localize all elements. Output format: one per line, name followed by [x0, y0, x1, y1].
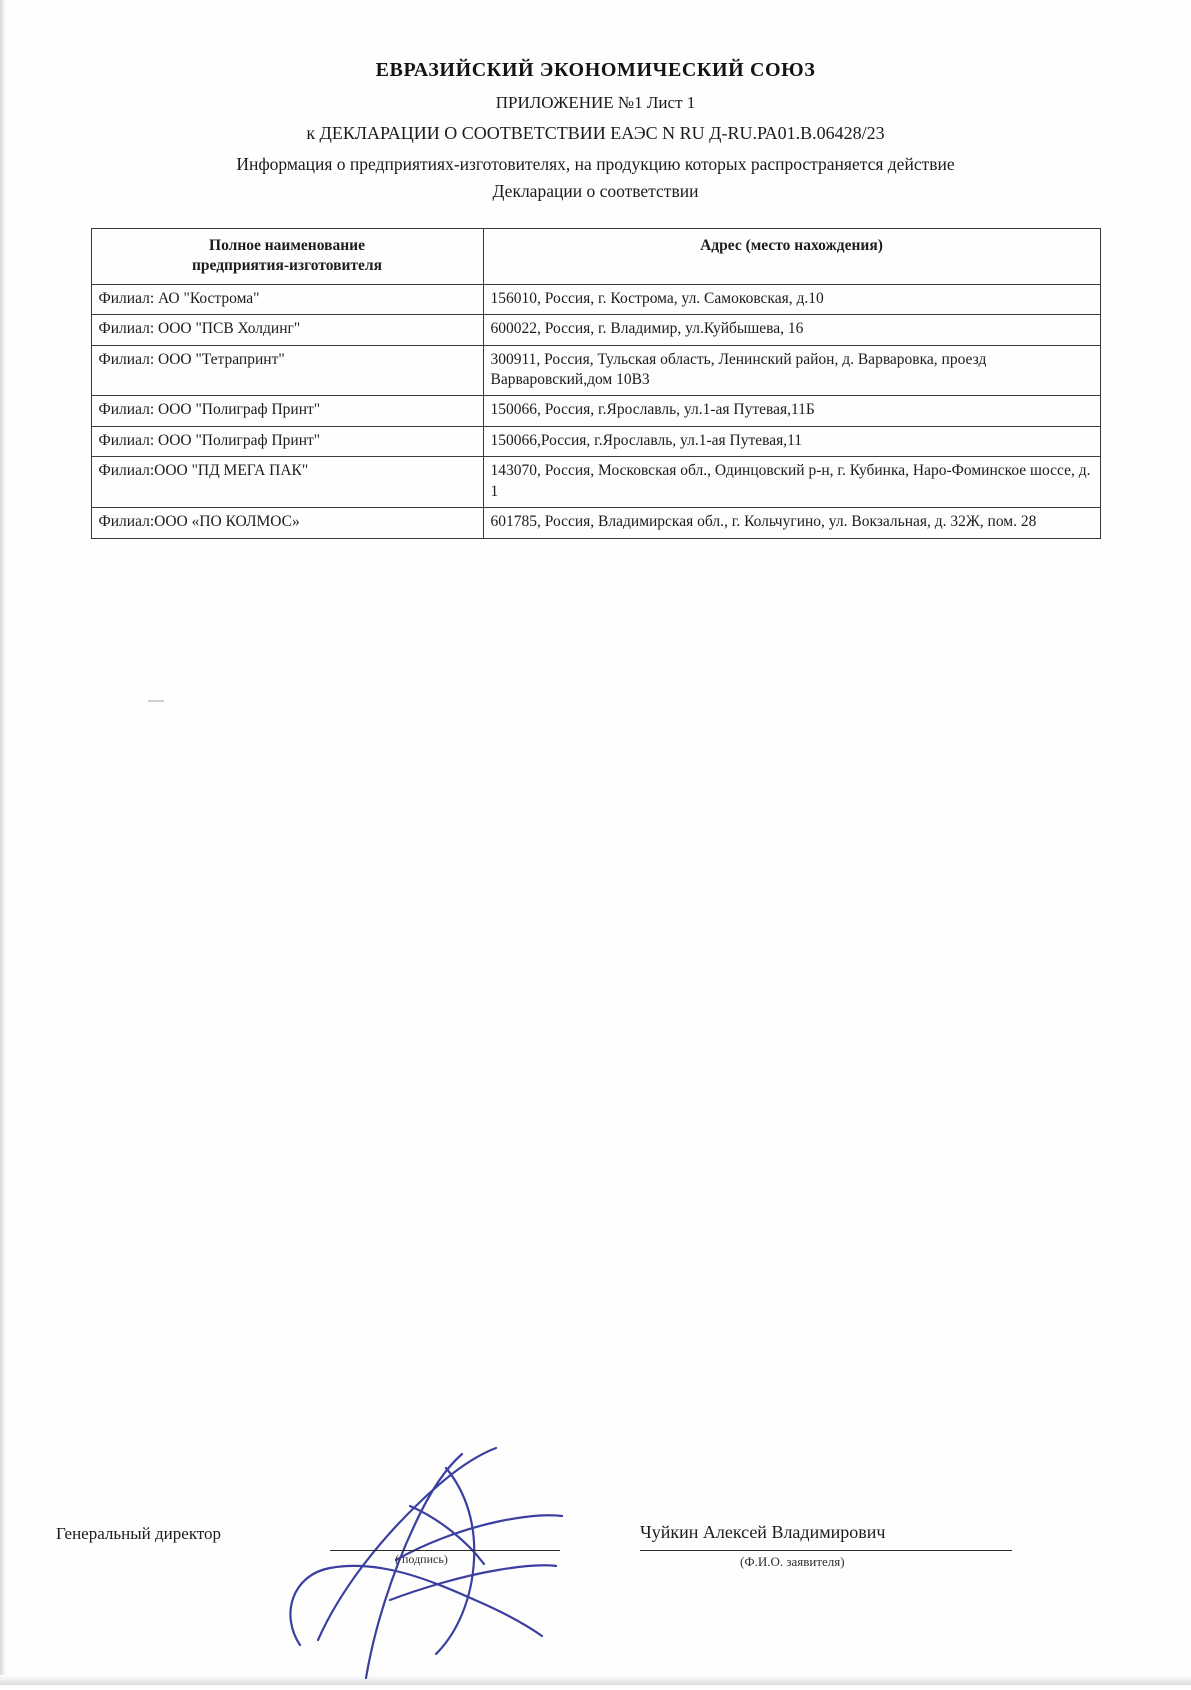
table-row [91, 457, 1100, 508]
table-row [91, 508, 1100, 538]
signatory-position: Генеральный директор [56, 1524, 222, 1543]
signature-line-right [640, 1550, 1012, 1551]
cell-manufacturer-name: Филиал: ООО "Тетрапринт" [91, 345, 483, 396]
table-body [91, 284, 1100, 538]
cell-manufacturer-name: Филиал: АО "Кострома" [91, 284, 483, 314]
cell-manufacturer-address: 601785, Россия, Владимирская обл., г. Кольчугино, ул. Вокзальная, д. 32Ж, пом. 28 [483, 508, 1100, 538]
description-line-2: Декларации о соответствии [492, 180, 699, 201]
column-header-address: Адрес (место нахождения) [483, 228, 1100, 284]
table-row [91, 315, 1100, 345]
table-row [91, 426, 1100, 456]
cell-manufacturer-address: 600022, Россия, г. Владимир, ул.Куйбышева, 16 [483, 315, 1100, 345]
signature-caption: ( подпись) [395, 1552, 448, 1566]
signatory-name: Чуйкин Алексей Владимирович [640, 1522, 886, 1542]
cell-manufacturer-name: Филиал: ООО "Полиграф Принт" [91, 426, 483, 456]
appendix-line: ПРИЛОЖЕНИЕ №1 Лист 1 [495, 93, 696, 113]
document-header [0, 56, 1191, 204]
column-header-name-line1: Полное наименование [209, 236, 365, 254]
table-row [91, 396, 1100, 426]
manufacturers-table [91, 228, 1101, 539]
stray-scan-mark [148, 700, 164, 702]
cell-manufacturer-address: 150066, Россия, г.Ярославль, ул.1-ая Путевая,11Б [483, 396, 1100, 426]
cell-manufacturer-address: 156010, Россия, г. Кострома, ул. Самоковская, д.10 [483, 284, 1100, 314]
cell-manufacturer-address: 143070, Россия, Московская обл., Одинцовский р-н, г. Кубинка, Наро-Фоминское шоссе, д. 1 [483, 457, 1100, 508]
signature-block [0, 1500, 1191, 1640]
signatory-name-caption: (Ф.И.О. заявителя) [740, 1554, 845, 1569]
cell-manufacturer-address: 150066,Россия, г.Ярославль, ул.1-ая Путевая,11 [483, 426, 1100, 456]
signature-line-left [330, 1550, 560, 1551]
cell-manufacturer-name: Филиал: ООО "Полиграф Принт" [91, 396, 483, 426]
table-row [91, 345, 1100, 396]
page-title: ЕВРАЗИЙСКИЙ ЭКОНОМИЧЕСКИЙ СОЮЗ [375, 59, 816, 81]
scan-edge-left [0, 0, 6, 1685]
cell-manufacturer-name: Филиал: ООО "ПСВ Холдинг" [91, 315, 483, 345]
cell-manufacturer-address: 300911, Россия, Тульская область, Ленинский район, д. Варваровка, проезд Варваровский,дом 10В3 [483, 345, 1100, 396]
cell-manufacturer-name: Филиал:ООО "ПД МЕГА ПАК" [91, 457, 483, 508]
column-header-name [91, 228, 483, 284]
scan-edge-bottom [0, 1675, 1191, 1685]
column-header-name-line2: предприятия-изготовителя [191, 257, 383, 275]
description-line-1: Информация о предприятиях-изготовителях, на продукцию которых распространяется действие [236, 154, 955, 175]
declaration-line: к ДЕКЛАРАЦИИ О СООТВЕТСТВИИ ЕАЭС N RU Д-RU.РА01.В.06428/23 [306, 122, 885, 143]
table-row [91, 284, 1100, 314]
cell-manufacturer-name: Филиал:ООО «ПО КОЛМОС» [91, 508, 483, 538]
table-header-row [91, 228, 1100, 284]
